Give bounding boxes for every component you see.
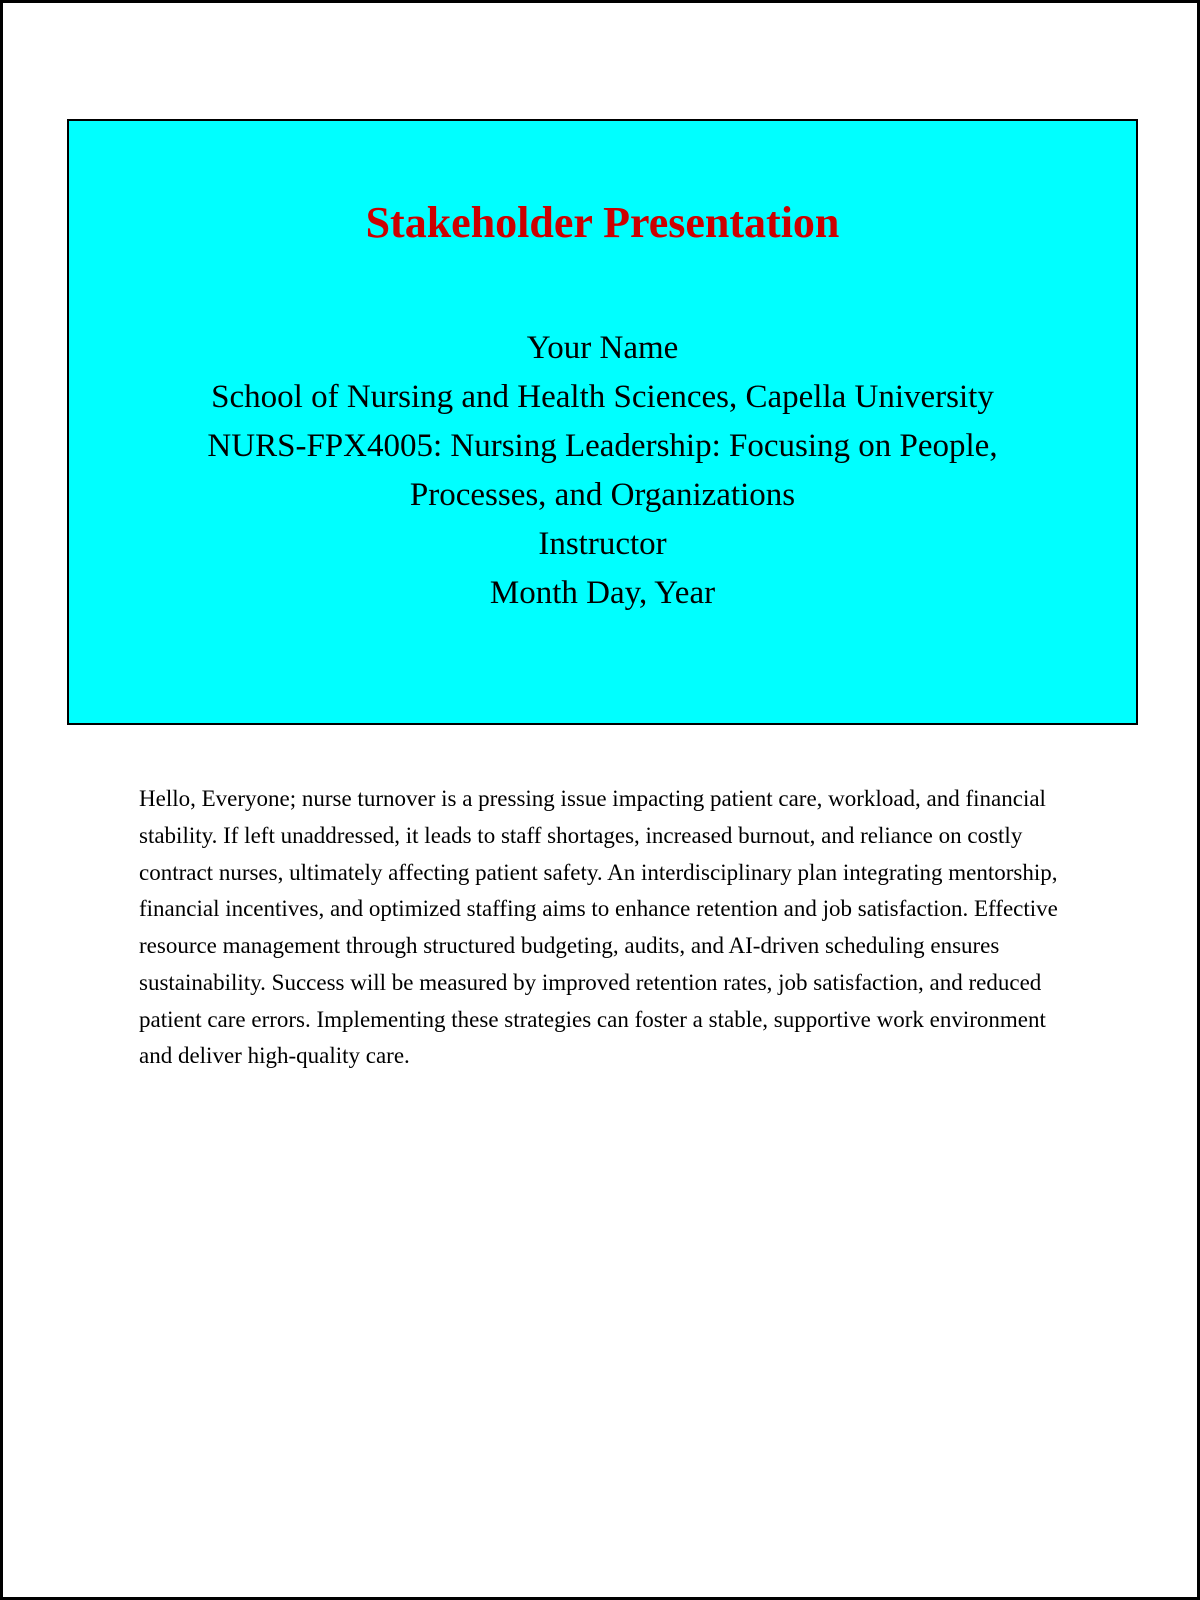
presentation-date: Month Day, Year <box>489 575 716 611</box>
school-name: School of Nursing and Health Sciences, Capella University <box>211 379 994 415</box>
slide-title: Stakeholder Presentation <box>365 198 840 247</box>
course-title-line-2: Processes, and Organizations <box>409 477 796 513</box>
author-name: Your Name <box>526 330 679 366</box>
title-slide <box>67 119 1138 725</box>
speaker-notes: Hello, Everyone; nurse turnover is a pressing issue impacting patient care, workload, and financial stability. If left unaddressed, it leads to staff shortages, increased burnout, and reliance on costly contract nurses, ultimately affecting patient safety. An interdisciplinary plan integrating mentorship, financial incentives, and optimized staffing aims to enhance retention and job satisfaction. Effective resource management through structured budgeting, audits, and AI-driven scheduling ensures sustainability. Success will be measured by improved retention rates, job satisfaction, and reduced patient care errors. Implementing these strategies can foster a stable, supportive work environment and deliver high-quality care. <box>139 786 1058 1069</box>
course-title-line-1: NURS-FPX4005: Nursing Leadership: Focusing on People, <box>207 428 998 464</box>
slide-details <box>109 324 1096 618</box>
instructor-name: Instructor <box>538 526 667 562</box>
